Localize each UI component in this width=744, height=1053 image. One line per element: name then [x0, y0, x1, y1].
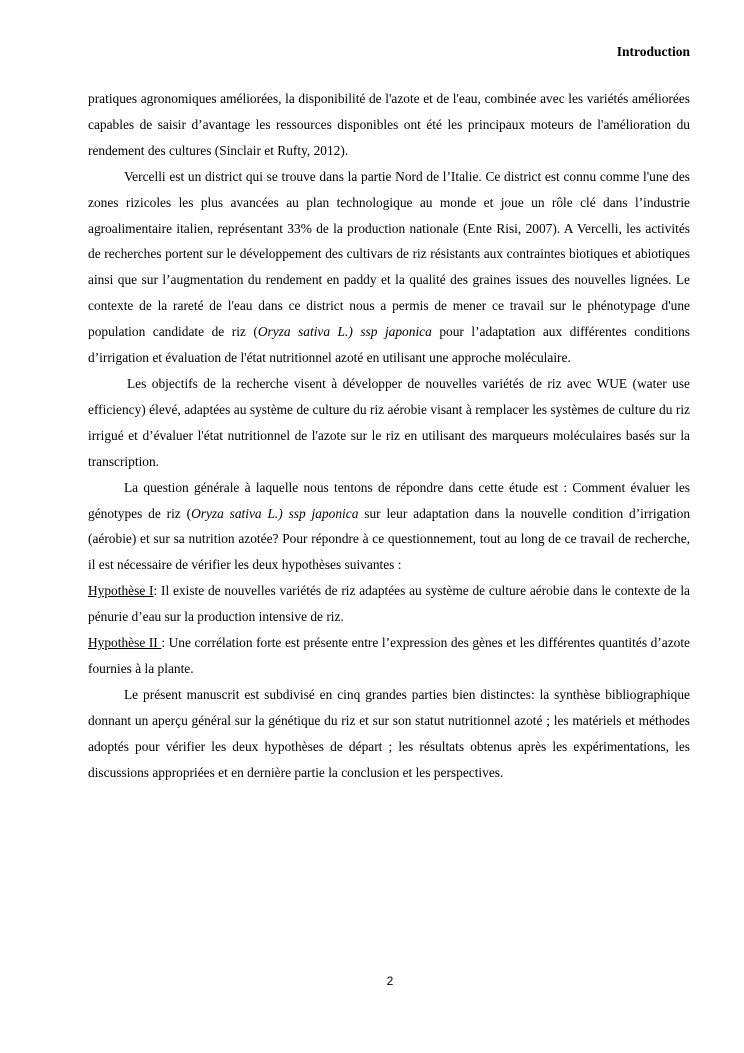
paragraph-objectives: Les objectifs de la recherche visent à développer de nouvelles variétés de riz avec WUE (water use efficiency) élevé, adaptées au système de culture du riz aérobie visant à remplacer les systèmes de culture du riz irrigué et d’évaluer l'état nutritionnel de l'azote sur le riz en utilisant des marqueurs moléculaires basés sur la transcription.: [88, 375, 690, 469]
species-name: Oryza sativa L.) ssp japonica: [257, 324, 432, 340]
document-body: [88, 86, 690, 785]
paragraph-text: sur leur adaptation dans la nouvelle condition d’irrigation (aérobie) et sur sa nutrition azotée? Pour répondre à ce questionnement, tout au long de ce travail de recherche, il est nécessaire de vérifier les deux hypothèses suivantes :: [88, 505, 691, 573]
hypothesis-2: [88, 630, 690, 682]
paragraph-vercelli: [88, 164, 690, 371]
paragraph-text: La question générale à laquelle nous tentons de répondre dans cette étude est : Comment évaluer les génotypes de riz (: [88, 479, 690, 521]
paragraph-text: Vercelli est un district qui se trouve dans la partie Nord de l’Italie. Ce district est connu comme l'une des zones rizicoles les plus avancées au plan technologique au monde et joue un rôle clé dans l’industrie agroalimentaire italien, représentant 33% de la production nationale (Ente Risi, 2007). A Vercelli, les activités de recherches portent sur le développement des cultivars de riz résistants aux contraintes biotiques et abiotiques ainsi que sur l’augmentation du rendement en paddy et la qualité des graines issues des nouvelles lignées. Le contexte de la rareté de l'eau dans ce district nous a permis de mener ce travail sur le phénotypage d'une population candidate de riz (: [88, 168, 690, 340]
hypothesis-2-label: Hypothèse II: [88, 635, 162, 651]
hypothesis-1-text: : Il existe de nouvelles variétés de riz adaptées au système de culture aérobie dans le contexte de la pénurie d’eau sur la production intensive de riz.: [88, 583, 690, 625]
paragraph-research-question: [88, 475, 690, 579]
hypothesis-2-text: : Une corrélation forte est présente entre l’expression des gènes et les différentes quantités d’azote fournies à la plante.: [88, 635, 690, 676]
page-number: 2: [386, 974, 394, 988]
paragraph-text: pour l’adaptation aux différentes conditions d’irrigation et évaluation de l'état nutritionnel azoté en utilisant une approche moléculaire.: [88, 324, 690, 366]
species-name: Oryza sativa L.) ssp japonica: [191, 505, 359, 521]
page-header-title: Introduction: [616, 44, 690, 59]
paragraph-agronomic-practices: pratiques agronomiques améliorées, la disponibilité de l'azote et de l'eau, combinée avec les variétés améliorées capables de saisir d’avantage les ressources disponibles ont été les principaux moteurs de l'amélioration du rendement des cultures (Sinclair et Rufty, 2012).: [88, 91, 690, 158]
paragraph-manuscript-structure: Le présent manuscrit est subdivisé en cinq grandes parties bien distinctes: la synthèse bibliographique donnant un aperçu général sur la génétique du riz et sur son statut nutritionnel azoté ; les matériels et méthodes adoptés pour vérifier les deux hypothèses de départ ; les résultats obtenus après les expérimentations, les discussions appropriées et en dernière partie la conclusion et les perspectives.: [88, 686, 690, 780]
hypothesis-1-label: Hypothèse I: [88, 583, 154, 599]
hypothesis-1: [88, 578, 690, 630]
